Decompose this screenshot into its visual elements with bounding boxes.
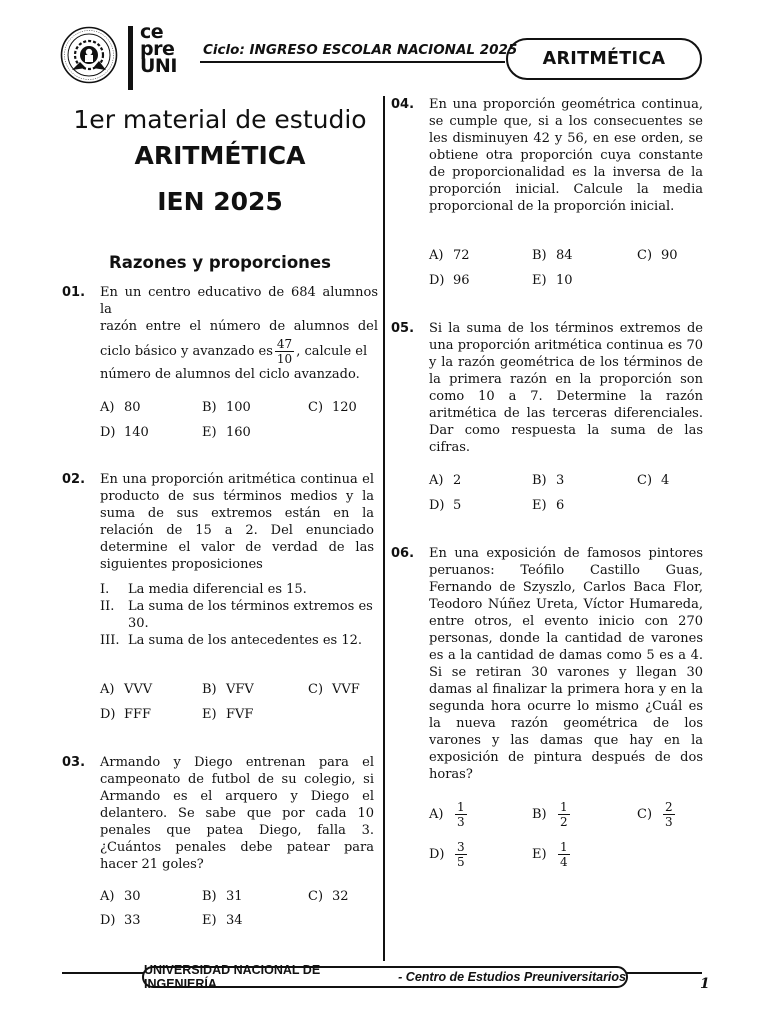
question-03	[62, 754, 378, 872]
option-a[interactable]: A) 80	[100, 400, 141, 415]
option-c[interactable]: C) VVF	[308, 682, 360, 697]
page-header	[0, 0, 768, 92]
option-e[interactable]: E) 34	[202, 913, 243, 928]
option-b[interactable]: B) 100	[202, 400, 251, 415]
proposition-ii-cont: 30.	[128, 616, 149, 631]
option-e[interactable]: E) $\frac{1}{4}$	[532, 840, 568, 869]
option-e[interactable]: E) 6	[532, 498, 565, 513]
title-line-3: IEN 2025	[157, 187, 283, 216]
question-number: 02.	[62, 472, 86, 487]
option-b[interactable]: B) VFV	[202, 682, 254, 697]
option-b[interactable]: B) 84	[532, 248, 573, 263]
column-divider	[383, 96, 385, 961]
document-title	[62, 102, 378, 220]
cycle-label: Ciclo: INGRESO ESCOLAR NACIONAL 2025	[203, 42, 518, 58]
option-a[interactable]: A) 30	[100, 889, 141, 904]
proposition-i: I. La media diferencial es 15.	[100, 582, 307, 597]
question-number: 03.	[62, 755, 86, 770]
page-number: 1	[700, 976, 710, 992]
option-e[interactable]: E) FVF	[202, 707, 254, 722]
section-heading: Razones y proporciones	[109, 253, 331, 272]
option-e[interactable]: E) 160	[202, 425, 251, 440]
option-a[interactable]: A) $\frac{1}{3}$	[429, 800, 465, 829]
question-01	[62, 284, 378, 382]
title-line-2: ARITMÉTICA	[134, 141, 306, 170]
uni-seal-icon	[60, 26, 118, 84]
question-number: 05.	[391, 321, 415, 336]
question-02	[62, 471, 378, 581]
option-b[interactable]: B) $\frac{1}{2}$	[532, 800, 568, 829]
option-d[interactable]: D) 140	[100, 425, 149, 440]
option-b[interactable]: B) 3	[532, 473, 565, 488]
option-a[interactable]: A) VVV	[100, 682, 153, 697]
footer-institution: UNIVERSIDAD NACIONAL DE INGENIERÍA - Centro de Estudios Preuniversitarios	[144, 963, 626, 991]
question-text: Armando y Diego entrenan para el campeonato de futbol de su colegio, si Armando es el arquero y Diego el delantero. Se sabe que por cada 10 penales que patea Diego, falla 3. ¿Cuántos penales debe patear para hacer 21 goles?	[100, 755, 374, 872]
fraction: $\frac{47}{10}$	[276, 337, 293, 366]
subject-badge: ARITMÉTICA	[506, 38, 702, 80]
question-number: 01.	[62, 285, 86, 300]
option-a[interactable]: A) 72	[429, 248, 470, 263]
option-a[interactable]: A) 2	[429, 473, 462, 488]
option-c[interactable]: C) 32	[308, 889, 349, 904]
option-d[interactable]: D) 5	[429, 498, 462, 513]
proposition-ii: II. La suma de los términos extremos es	[100, 599, 373, 614]
option-d[interactable]: D) 33	[100, 913, 141, 928]
question-text: En una exposición de famosos pintores peruanos: Teófilo Castillo Guas, Fernando de Szyszlo, Carlos Baca Flor, Teodoro Núñez Ureta, Víctor Humareda, entre otros, el evento inicio con 270 personas, donde la cantidad de varones es a la cantidad de damas como 5 es a 4. Si se retiran 30 varones y llegan 30 damas al finalizar la primera hora y en la segunda hora ocurre lo mismo ¿Cuál es la nueva razón geométrica de los varones y las damas que hay en la exposición de pintura después de dos horas?	[429, 546, 703, 782]
logo-divider	[128, 26, 133, 90]
question-text: Si la suma de los términos extremos de una proporción aritmética continua es 70 y la razón geométrica de los términos de la primera razón en la proporción son como 10 a 7. Determine la razón aritmética de las terceras diferenciales. Dar como respuesta la suma de las cifras.	[429, 321, 703, 455]
option-c[interactable]: C) 90	[637, 248, 678, 263]
option-c[interactable]: C) $\frac{2}{3}$	[637, 800, 673, 829]
proposition-iii: III. La suma de los antecedentes es 12.	[100, 633, 362, 648]
cepre-uni-logo: ce pre UNI	[140, 21, 177, 77]
title-line-1: 1er material de estudio	[73, 105, 367, 134]
question-text: En una proporción aritmética continua el producto de sus términos medios y la suma de sus extremos están en la relación de 15 a 2. Del enunciado determine el valor de verdad de las siguientes proposiciones	[100, 472, 374, 572]
question-number: 04.	[391, 97, 415, 112]
question-text: En una proporción geométrica continua, se cumple que, si a los consecuentes se les disminuyen 42 y 56, en ese orden, se obtiene otra proporción cuya constante de proporcionalidad es la inversa de la proporción inicial. Calcule la media proporcional de la proporción inicial.	[429, 97, 703, 214]
option-e[interactable]: E) 10	[532, 273, 573, 288]
option-c[interactable]: C) 4	[637, 473, 670, 488]
question-06	[391, 545, 707, 782]
question-number: 06.	[391, 546, 415, 561]
question-04	[391, 96, 707, 221]
header-rule	[200, 61, 505, 63]
option-c[interactable]: C) 120	[308, 400, 357, 415]
option-b[interactable]: B) 31	[202, 889, 243, 904]
option-d[interactable]: D) 96	[429, 273, 470, 288]
question-05	[391, 320, 707, 455]
option-d[interactable]: D) $\frac{3}{5}$	[429, 840, 465, 869]
option-d[interactable]: D) FFF	[100, 707, 152, 722]
question-text: En un centro educativo de 684 alumnos la razón entre el número de alumnos del ciclo básico y avanzado es $\frac{47}{10}$ , calcule el número de alumnos del ciclo avanzado.	[100, 285, 378, 382]
